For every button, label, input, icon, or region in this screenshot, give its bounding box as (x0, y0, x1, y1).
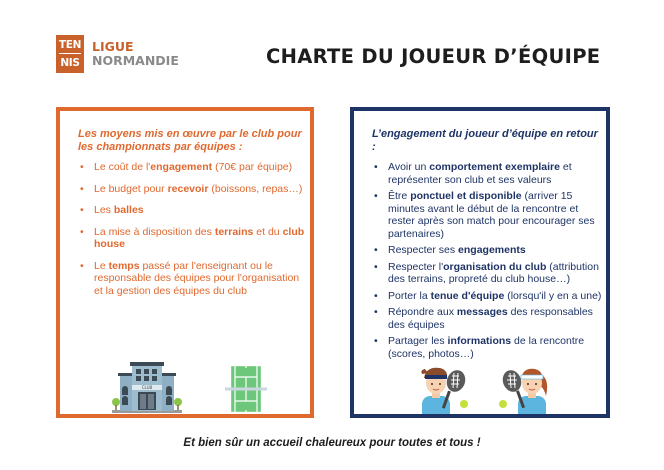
club-building-icon (112, 361, 182, 413)
list-item (78, 260, 306, 298)
list-item-text: (boissons, repas…) (208, 182, 303, 195)
list-item-text: passé par l'enseignant ou le responsable des équipes pour l'organisation et la gestion des équipes du club (94, 259, 300, 297)
list-item-text: et représenter son club et ses valeurs (388, 161, 572, 186)
list-item (372, 261, 604, 286)
tennis-logo-badge (56, 35, 84, 73)
list-item (372, 306, 604, 331)
club-commitments-heading: Les moyens mis en œuvre par le club pour les championnats par équipes : (78, 128, 302, 153)
list-item (78, 226, 306, 251)
list-item-text: Respecter ses (388, 244, 459, 256)
list-item (372, 244, 604, 257)
logo-wordmark (92, 40, 179, 68)
svg-text:CLUB: CLUB (141, 385, 153, 391)
list-item-emphasis: engagements (458, 244, 526, 256)
female-tennis-player-icon (494, 364, 554, 414)
list-item-text: Être (388, 190, 411, 202)
list-item-text: des responsables des équipes (388, 306, 593, 331)
list-item-emphasis: informations (447, 335, 512, 347)
list-item-text: Le budget pour (94, 182, 168, 195)
footer-tagline: Et bien sûr un accueil chaleureux pour toutes et tous ! (183, 437, 481, 449)
list-item (78, 183, 306, 196)
list-item-emphasis: messages (456, 306, 508, 318)
list-item-text: Avoir un (388, 161, 430, 173)
male-tennis-player-icon (414, 364, 474, 414)
list-item-emphasis: tenue d'équipe (430, 289, 505, 302)
logo-text-normandie: NORMANDIE (92, 53, 179, 68)
player-commitments-heading: L’engagement du joueur d’équipe en retour : (372, 128, 598, 153)
list-item-text: (arriver 15 minutes avant le début de la rencontre et rester après son match pour encourager ses partenaires) (388, 190, 595, 240)
list-item-text: La mise à disposition des (94, 225, 215, 238)
list-item (78, 204, 306, 217)
list-item-emphasis: recevoir (167, 182, 209, 195)
tennis-normandie-logo (56, 35, 179, 73)
list-item (372, 190, 604, 240)
list-item (372, 290, 604, 303)
list-item-text: Porter la (388, 289, 431, 302)
player-commitments-box (350, 107, 610, 418)
list-item-emphasis: balles (113, 204, 144, 216)
list-item-emphasis: terrains (214, 225, 254, 238)
list-item-text: Répondre aux (388, 306, 457, 318)
list-item-text: (70€ par équipe) (212, 161, 293, 173)
list-item-text: Le (94, 259, 109, 272)
logo-badge-line1: TEN (58, 38, 82, 51)
list-item-text: Les (94, 204, 114, 216)
logo-badge-line2: NIS (59, 53, 81, 69)
list-item-text: de la rencontre (scores, photos…) (388, 335, 585, 360)
list-item-text: Partager les (388, 335, 448, 347)
list-item (78, 161, 306, 174)
club-commitments-box (56, 107, 314, 418)
list-item-emphasis: temps (108, 259, 140, 272)
list-item-text: Respecter l' (388, 260, 444, 273)
list-item-text: Le coût de l' (94, 161, 151, 173)
list-item-emphasis: comportement exemplaire (429, 161, 560, 173)
club-commitments-list (78, 161, 306, 306)
list-item-text: (attribution des terrains, propreté du club house…) (388, 260, 599, 285)
list-item (372, 335, 604, 360)
list-item-emphasis: engagement (150, 161, 213, 173)
list-item (372, 161, 604, 186)
tennis-court-icon (225, 365, 267, 413)
list-item-emphasis: ponctuel et disponible (410, 190, 522, 202)
list-item-text: et du (253, 225, 283, 238)
page-title: CHARTE DU JOUEUR D’ÉQUIPE (266, 45, 601, 68)
list-item-emphasis: club house (94, 225, 305, 250)
list-item-text: (lorsqu'il y en a une) (504, 289, 602, 302)
player-commitments-list (372, 161, 604, 364)
list-item-emphasis: organisation du club (443, 260, 547, 273)
logo-text-ligue: LIGUE (92, 39, 134, 54)
